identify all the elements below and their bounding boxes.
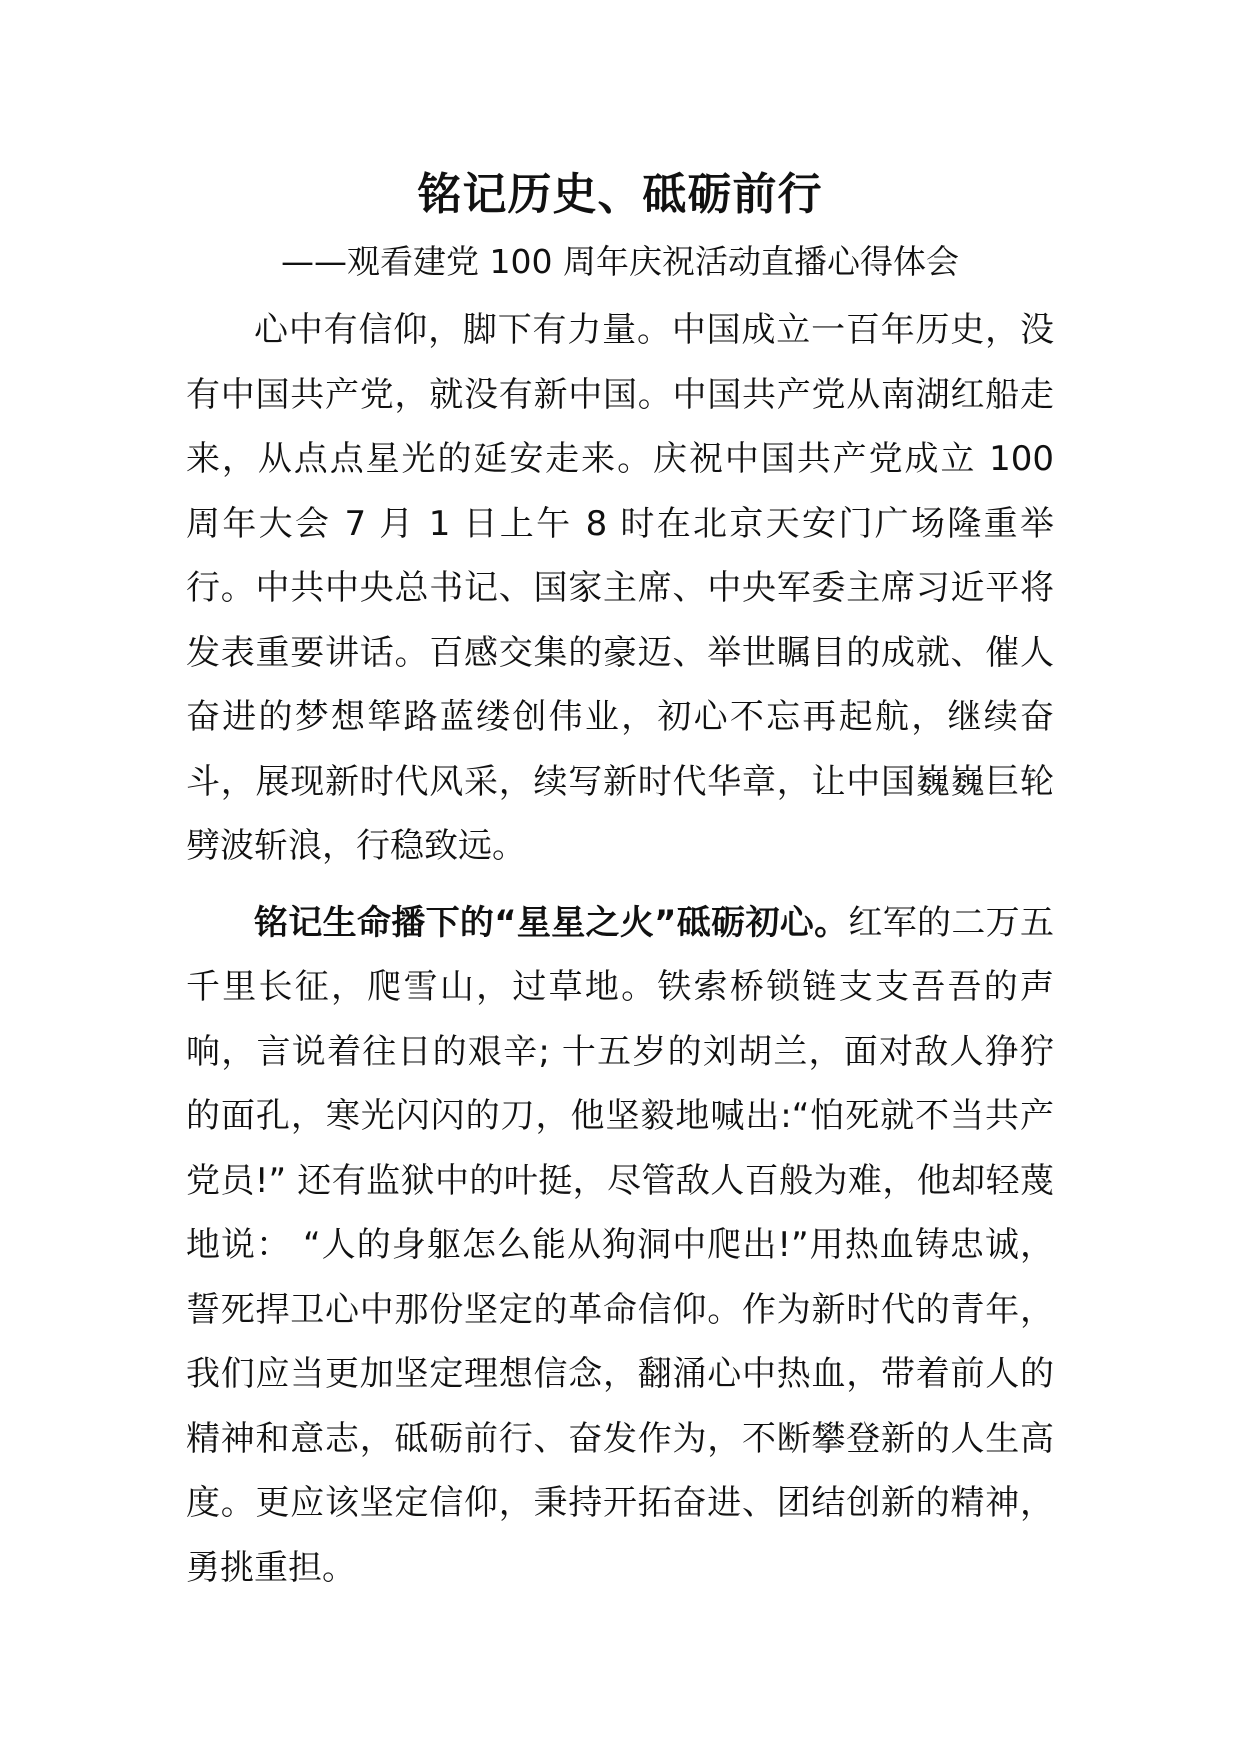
paragraph-2-text: 红军的二万五千里长征，爬雪山，过草地。铁索桥锁链支支吾吾的声响，言说着往日的艰辛; 十五岁的刘胡兰，面对敌人狰狞的面孔，寒光闪闪的刀，他坚毅地喊出:“怕死就不当共产党员!” 还有监狱中的叶挺，尽管敌人百般为难，他却轻蔑地说： “人的身躯怎么能从狗洞中爬出!”用热血铸忠诚，誓死捍卫心中那份坚定的革命信仰。作为新时代的青年，我们应当更加坚定理想信念，翻涌心中热血，带着前人的精神和意志，砥砺前行、奋发作为，不断攀登新的人生高度。更应该坚定信仰，秉持开拓奋进、团结创新的精神，勇挑重担。 [186, 902, 1054, 1588]
paragraph-2 [186, 891, 1054, 1601]
paragraph-1-text: 心中有信仰，脚下有力量。中国成立一百年历史，没有中国共产党，就没有新中国。中国共产党从南湖红船走来，从点点星光的延安走来。庆祝中国共产党成立 100 周年大会 7 月 1 日上午 8 时在北京天安门广场隆重举行。中共中央总书记、国家主席、中央军委主席习近平将发表重要讲话。百感交集的豪迈、举世瞩目的成就、催人奋进的梦想筚路蓝缕创伟业，初心不忘再起航，继续奋斗，展现新时代风采，续写新时代华章，让中国巍巍巨轮劈波斩浪，行稳致远。 [186, 310, 1054, 866]
paragraph-1 [186, 298, 1054, 879]
document-title: 铭记历史、砥砺前行 [417, 169, 823, 220]
paragraph-2-lead-heading: 铭记生命播下的“星星之火”砥砺初心。 [254, 902, 849, 943]
document-body [186, 298, 1054, 1600]
document-subtitle: ——观看建党 100 周年庆祝活动直播心得体会 [281, 242, 959, 281]
